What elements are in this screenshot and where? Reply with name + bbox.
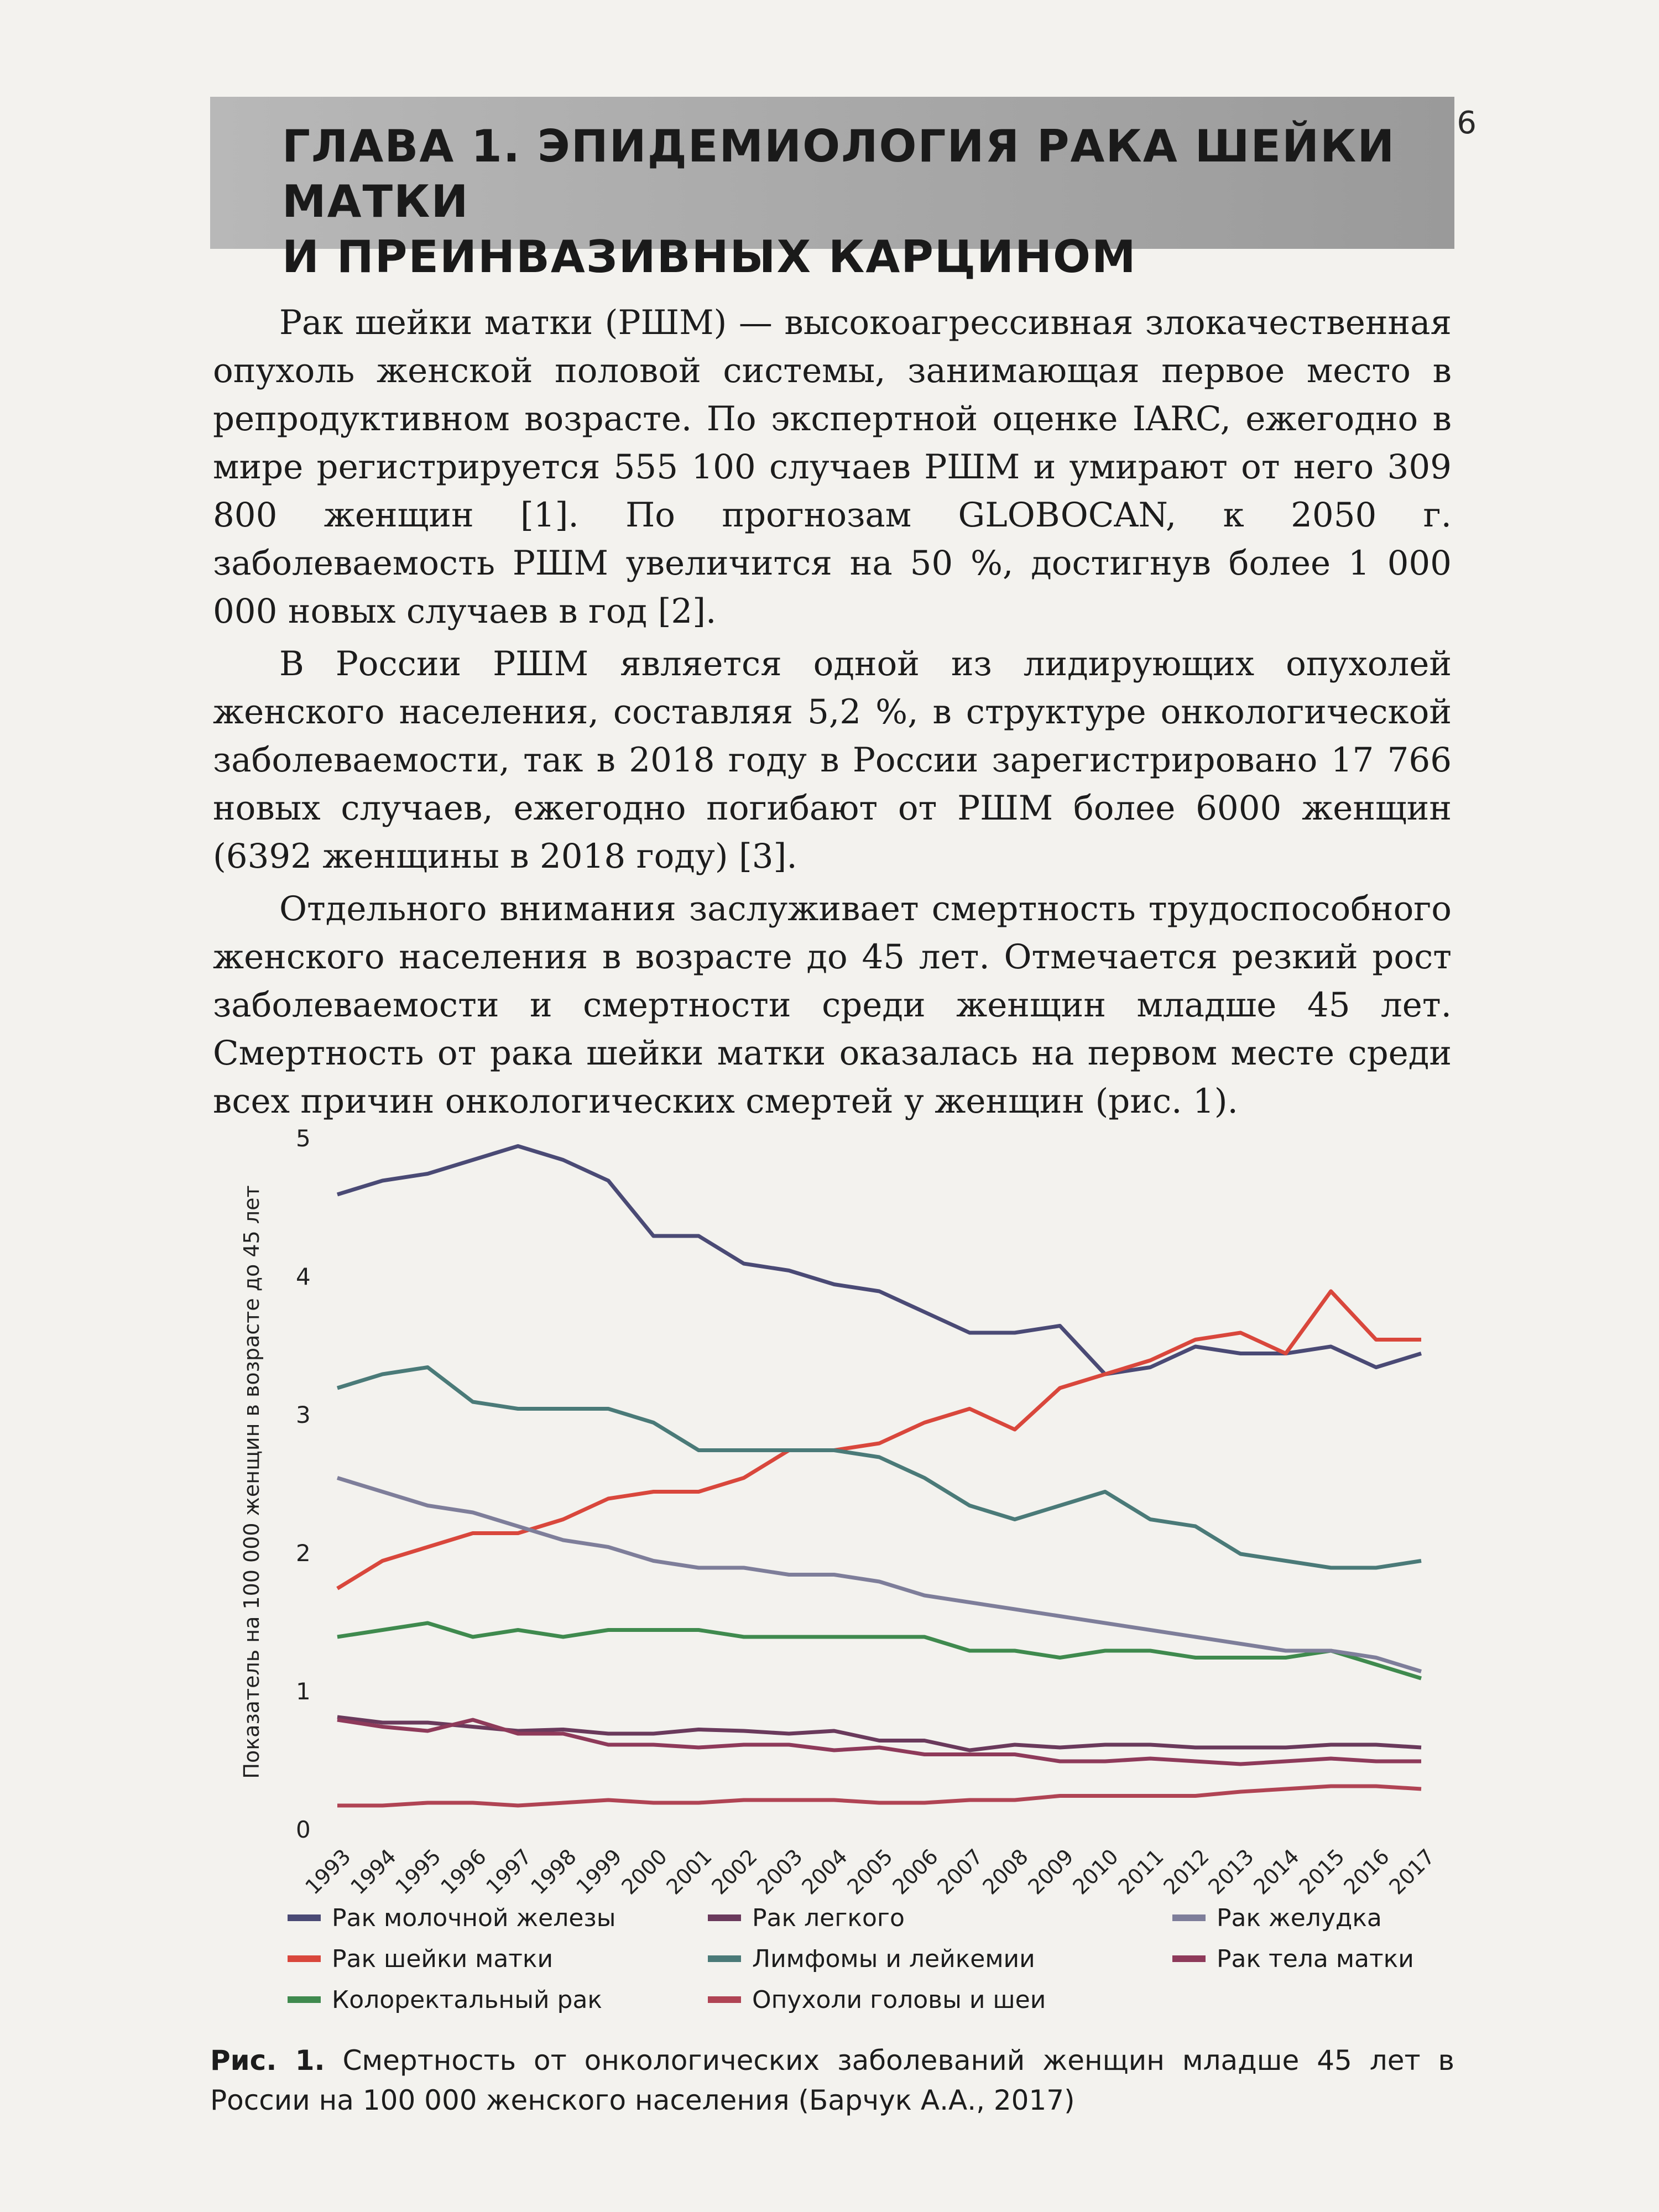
x-tick-label: 1995	[390, 1844, 446, 1900]
chapter-title-line2: И ПРЕИНВАЗИВНЫХ КАРЦИНОМ	[282, 231, 1137, 283]
legend-item	[288, 1902, 708, 1933]
paragraph-1: Рак шейки матки (РШМ) — высокоагрессивная злокачественная опухоль женской половой системы, занимающая первое место в репродуктивном возрасте. По экспертной оценке IARC, ежегодно в мире регистрируется 555 100 случаев РШМ и умирают от него 309 800 женщин [1]. По прогнозам GLOBOCAN, к 2050 г. заболеваемость РШМ увеличится на 50 %, достигнув более 1 000 000 новых случаев в год [2].	[213, 303, 1452, 631]
legend-item	[288, 1984, 708, 2015]
x-tick-label: 2013	[1203, 1844, 1259, 1900]
x-tick-label: 2017	[1384, 1844, 1439, 1900]
x-tick-label: 2006	[887, 1844, 943, 1900]
legend-label: Рак желудка	[1217, 1903, 1382, 1932]
x-tick-label: 2005	[842, 1844, 898, 1900]
legend-item	[708, 1984, 1172, 2015]
page-number: 6	[1457, 105, 1477, 141]
body-text	[213, 299, 1452, 1130]
x-tick-label: 2009	[1022, 1844, 1078, 1900]
mortality-chart	[232, 1117, 1449, 1900]
legend-swatch	[1172, 1955, 1206, 1962]
x-tick-label: 1993	[300, 1844, 356, 1900]
legend-swatch	[1172, 1914, 1206, 1921]
caption-text: Смертность от онкологических заболеваний женщин младше 45 лет в России на 100 000 женского населения (Барчук А.А., 2017)	[210, 2044, 1454, 2116]
x-tick-label: 1996	[436, 1844, 491, 1900]
x-tick-label: 1994	[345, 1844, 401, 1900]
y-tick-label: 4	[296, 1263, 311, 1290]
legend-label: Опухоли головы и шеи	[752, 1985, 1046, 2014]
chapter-title-line1: ГЛАВА 1. ЭПИДЕМИОЛОГИЯ РАКА ШЕЙКИ МАТКИ	[282, 121, 1396, 227]
x-tick-label: 2010	[1068, 1844, 1124, 1900]
x-tick-label: 2008	[978, 1844, 1033, 1900]
series-line	[337, 1368, 1421, 1568]
x-tick-label: 2015	[1293, 1844, 1349, 1900]
legend-item	[708, 1943, 1172, 1974]
legend-label: Лимфомы и лейкемии	[752, 1944, 1035, 1973]
series-line	[337, 1717, 1421, 1750]
x-tick-label: 1997	[481, 1844, 536, 1900]
legend-item	[1172, 1943, 1449, 1974]
series-line	[337, 1291, 1421, 1589]
legend-swatch	[288, 1955, 321, 1962]
legend-label: Рак легкого	[752, 1903, 905, 1932]
legend-swatch	[708, 1996, 741, 2003]
y-tick-label: 1	[296, 1678, 311, 1705]
y-tick-label: 2	[296, 1540, 311, 1567]
chart-legend	[288, 1902, 1449, 2015]
x-tick-label: 2001	[661, 1844, 717, 1900]
legend-item	[708, 1902, 1172, 1933]
figure-caption	[210, 2041, 1454, 2120]
y-tick-label: 5	[296, 1125, 311, 1152]
legend-item	[1172, 1902, 1449, 1933]
x-tick-label: 2016	[1339, 1844, 1395, 1900]
x-tick-label: 1998	[526, 1844, 582, 1900]
x-tick-label: 1999	[571, 1844, 627, 1900]
chapter-title	[282, 119, 1454, 285]
caption-label: Рис. 1.	[210, 2044, 325, 2077]
x-tick-label: 2004	[797, 1844, 853, 1900]
paragraph-3: Отдельного внимания заслуживает смертность трудоспособного женского населения в возрасте до 45 лет. Отмечается резкий рост заболеваемости и смертности среди женщин младше 45 лет. Смертность от рака шейки матки оказалась на первом месте среди всех причин онкологических смертей у женщин (рис. 1).	[213, 889, 1452, 1121]
legend-label: Рак молочной железы	[332, 1903, 616, 1932]
legend-swatch	[708, 1914, 741, 1921]
x-tick-label: 2003	[752, 1844, 807, 1900]
legend-swatch	[288, 1996, 321, 2003]
x-tick-label: 2011	[1113, 1844, 1168, 1900]
x-tick-label: 2002	[707, 1844, 762, 1900]
legend-swatch	[708, 1955, 741, 1962]
series-line	[337, 1623, 1421, 1678]
chart-plot	[232, 1117, 1449, 1875]
legend-swatch	[288, 1914, 321, 1921]
legend-label: Рак шейки матки	[332, 1944, 554, 1973]
paragraph-2: В России РШМ является одной из лидирующих опухолей женского населения, составляя 5,2 %, в структуре онкологической заболеваемости, так в 2018 году в России зарегистрировано 17 766 новых случаев, ежегодно погибают от РШМ более 6000 женщин (6392 женщины в 2018 году) [3].	[213, 644, 1452, 876]
x-tick-label: 2000	[616, 1844, 672, 1900]
x-tick-label: 2014	[1249, 1844, 1304, 1900]
y-axis-label: Показатель на 100 000 женщин в возрасте до 45 лет	[239, 1185, 264, 1779]
legend-label: Рак тела матки	[1217, 1944, 1414, 1973]
chapter-header	[210, 97, 1454, 283]
x-tick-label: 2012	[1158, 1844, 1214, 1900]
series-line	[337, 1478, 1421, 1672]
x-tick-label: 2007	[932, 1844, 988, 1900]
y-tick-label: 3	[296, 1401, 311, 1428]
legend-item	[288, 1943, 708, 1974]
series-line	[337, 1786, 1421, 1806]
legend-label: Колоректальный рак	[332, 1985, 602, 2014]
y-tick-label: 0	[296, 1816, 311, 1843]
